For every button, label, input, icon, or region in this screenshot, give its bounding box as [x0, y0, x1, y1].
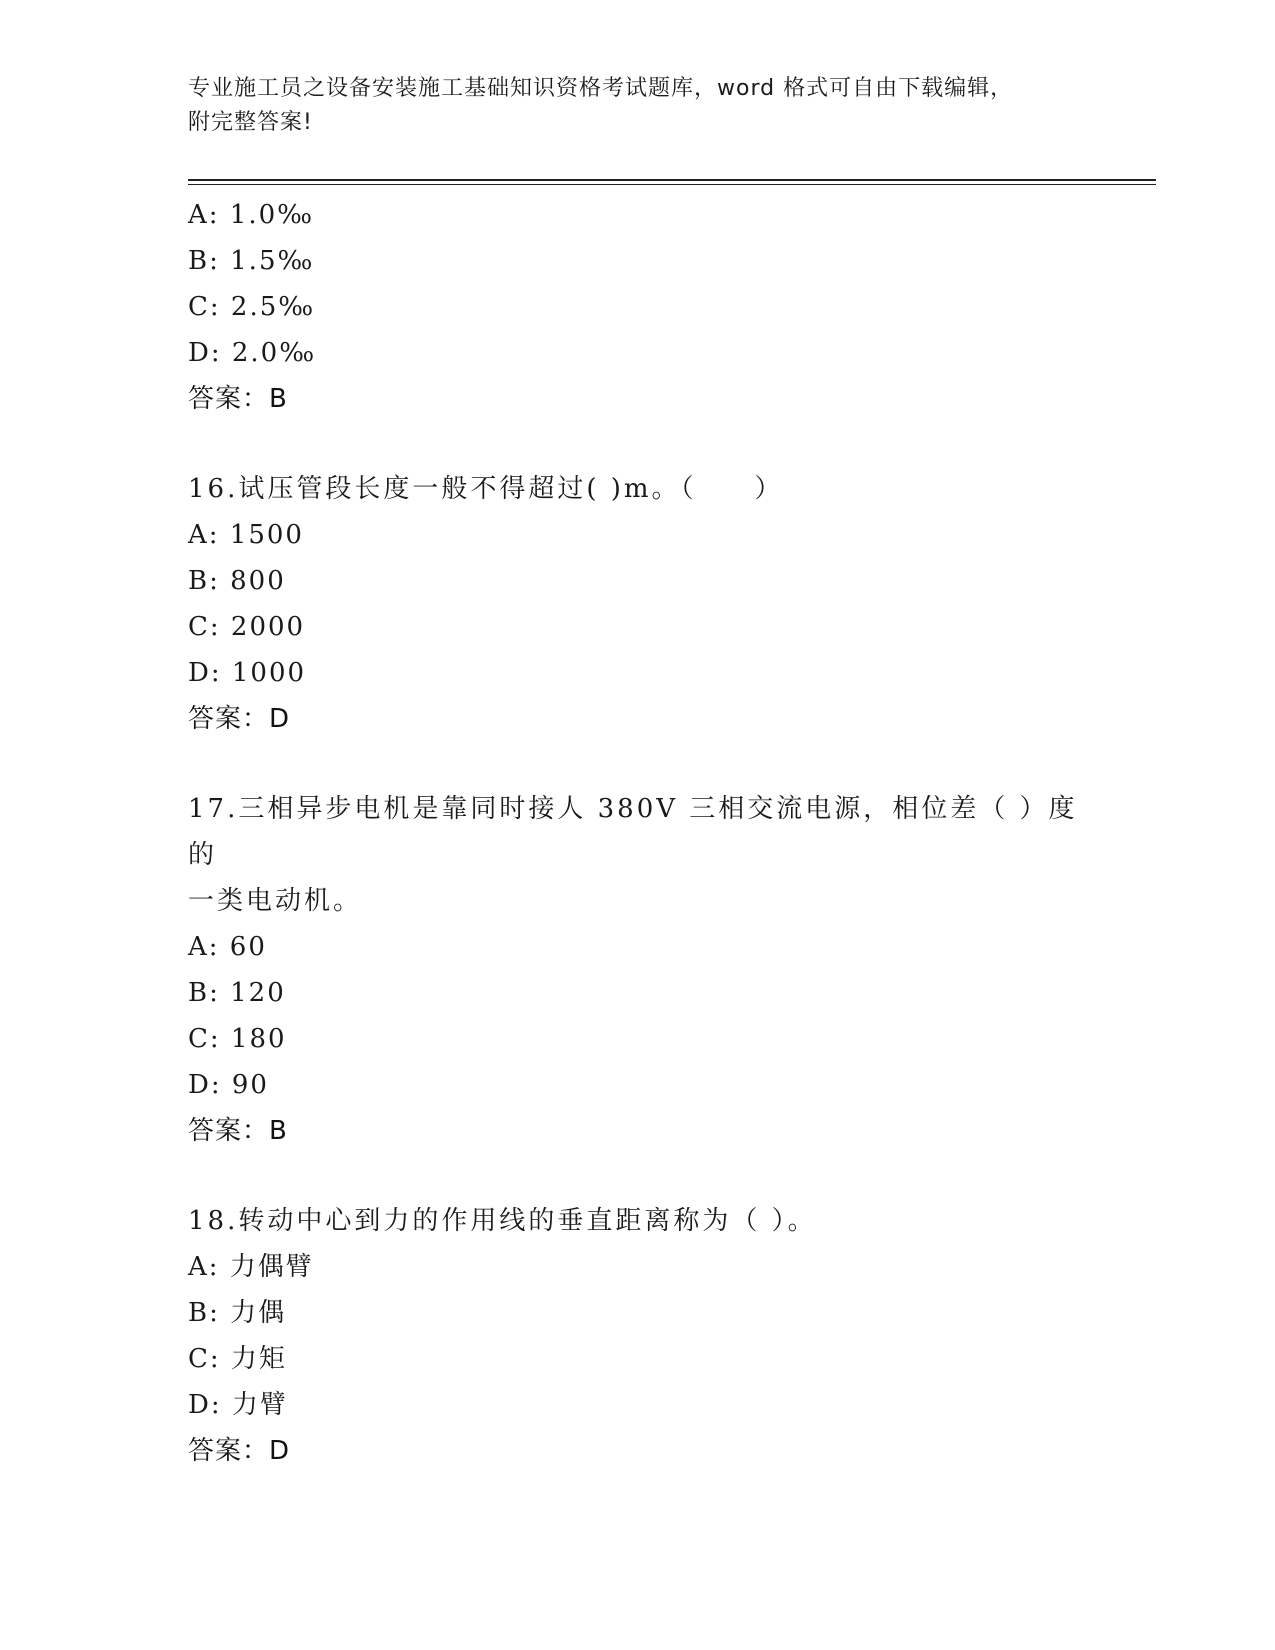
option-d: D: 1000: [188, 658, 307, 688]
header-title-line-2: 附完整答案!: [188, 110, 313, 135]
header-title-line-1: 专业施工员之设备安装施工基础知识资格考试题库，word 格式可自由下载编辑，: [188, 76, 1014, 101]
question-block-16: [188, 466, 1088, 742]
option-a: A: 60: [188, 932, 267, 962]
document-header: [188, 72, 1088, 140]
option-c: C: 2000: [188, 612, 306, 642]
option-d: D: 力臂: [188, 1390, 288, 1420]
option-c: C: 2.5‰: [188, 292, 316, 322]
option-b: B: 力偶: [188, 1298, 287, 1328]
spacer: [188, 422, 1088, 466]
option-b: B: 120: [188, 978, 286, 1008]
option-c: C: 力矩: [188, 1344, 287, 1374]
question-stem-continuation: 一类电动机。: [188, 886, 363, 916]
option-d: D: 2.0‰: [188, 338, 317, 368]
option-a: A: 力偶臂: [188, 1252, 314, 1282]
question-block-17: [188, 786, 1088, 1154]
spacer: [188, 742, 1088, 786]
option-d: D: 90: [188, 1070, 269, 1100]
question-list: [188, 192, 1088, 1474]
question-block-15: [188, 192, 1088, 422]
answer-line: 答案：D: [188, 1436, 291, 1466]
question-stem: 16.试压管段长度一般不得超过( )m。（ ）: [188, 474, 784, 504]
header-divider-thin: [188, 184, 1156, 185]
spacer: [188, 1154, 1088, 1198]
answer-line: 答案：D: [188, 704, 291, 734]
header-divider-thick: [188, 179, 1156, 181]
answer-line: 答案：B: [188, 384, 288, 414]
question-stem: 18.转动中心到力的作用线的垂直距离称为（ ）。: [188, 1206, 817, 1236]
option-a: A: 1500: [188, 520, 304, 550]
option-c: C: 180: [188, 1024, 287, 1054]
answer-line: 答案：B: [188, 1116, 288, 1146]
option-b: B: 1.5‰: [188, 246, 315, 276]
question-block-18: [188, 1198, 1088, 1474]
option-a: A: 1.0‰: [188, 200, 315, 230]
option-b: B: 800: [188, 566, 286, 596]
question-stem: 17.三相异步电机是靠同时接人 380V 三相交流电源，相位差（ ）度的: [188, 794, 1078, 870]
